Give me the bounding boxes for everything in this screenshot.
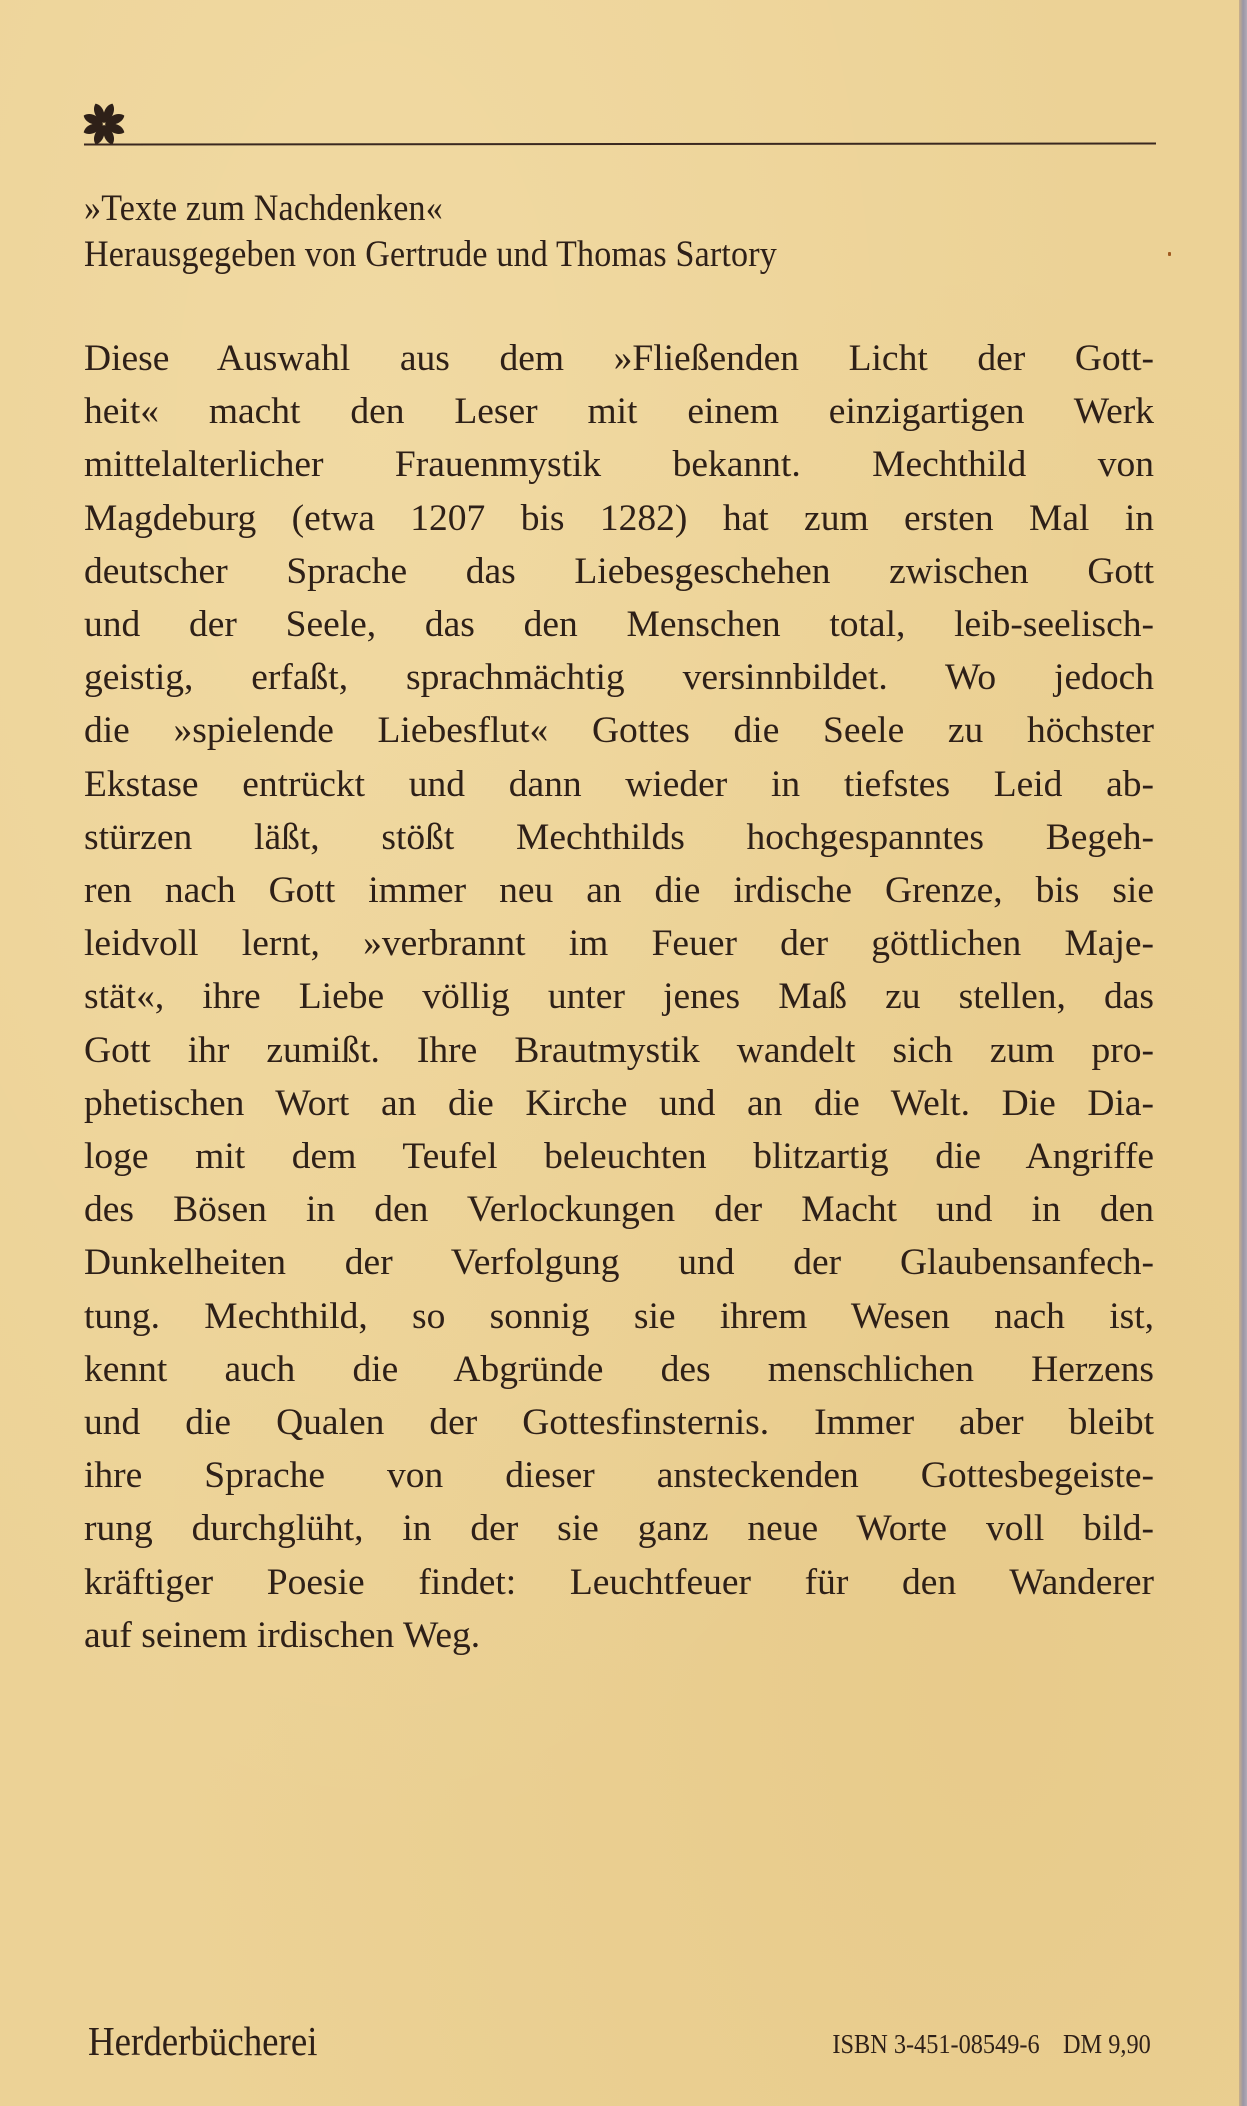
scan-edge xyxy=(1239,0,1247,2106)
blurb-line: Diese Auswahl aus dem »Fließenden Licht der Gott- xyxy=(84,338,1154,379)
publisher-name: Herderbücherei xyxy=(88,2018,318,2064)
blurb-line: Gott ihr zumißt. Ihre Brautmystik wandelt sich zum pro- xyxy=(84,1029,1154,1071)
isbn: ISBN 3-451-08549-6 xyxy=(832,2029,1040,2059)
blurb-line: Magdeburg (etwa 1207 bis 1282) hat zum ersten Mal in xyxy=(84,497,1154,539)
blurb-line: und die Qualen der Gottesfinsternis. Immer aber bleibt xyxy=(84,1402,1154,1444)
blurb-line: kennt auch die Abgründe des menschlichen Herzens xyxy=(84,1348,1154,1390)
blurb-line: kräftiger Poesie findet: Leuchtfeuer für den Wanderer xyxy=(84,1561,1154,1603)
blurb-line: auf seinem irdischen Weg. xyxy=(84,1614,481,1656)
blurb-line: und der Seele, das den Menschen total, leib-seelisch- xyxy=(84,604,1154,646)
blurb-line: deutscher Sprache das Liebesgeschehen zwischen Gott xyxy=(84,550,1154,592)
paper-speck xyxy=(1168,252,1171,256)
blurb-line: des Bösen in den Verlockungen der Macht und in den xyxy=(84,1189,1154,1231)
eight-petal-flower-icon xyxy=(80,100,128,148)
series-header xyxy=(84,186,777,278)
blurb-line: Dunkelheiten der Verfolgung und der Glaubensanfech- xyxy=(84,1242,1154,1284)
blurb-line: geistig, erfaßt, sprachmächtig versinnbildet. Wo jedoch xyxy=(84,657,1154,699)
blurb-line: Ekstase entrückt und dann wieder in tiefstes Leid ab- xyxy=(84,763,1154,805)
blurb-line: ihre Sprache von dieser ansteckenden Gottesbegeiste- xyxy=(84,1455,1154,1497)
blurb-line: stät«, ihre Liebe völlig unter jenes Maß zu stellen, das xyxy=(84,976,1154,1018)
blurb-line: heit« macht den Leser mit einem einzigartigen Werk xyxy=(84,391,1154,433)
blurb-line: leidvoll lernt, »verbrannt im Feuer der göttlichen Maje- xyxy=(84,923,1154,965)
blurb-text xyxy=(84,332,1154,1662)
blurb-line: ren nach Gott immer neu an die irdische Grenze, bis sie xyxy=(84,870,1154,912)
isbn-price xyxy=(833,2024,1151,2064)
blurb-line: loge mit dem Teufel beleuchten blitzartig die Angriffe xyxy=(84,1136,1154,1178)
price: DM 9,90 xyxy=(1063,2029,1151,2059)
series-editors: Herausgegeben von Gertrude und Thomas Sartory xyxy=(84,234,777,275)
blurb-line: stürzen läßt, stößt Mechthilds hochgespanntes Begeh- xyxy=(84,816,1154,858)
series-title: »Texte zum Nachdenken« xyxy=(84,188,443,229)
blurb-line: die »spielende Liebesflut« Gottes die Seele zu höchster xyxy=(84,710,1154,752)
blurb-line: tung. Mechthild, so sonnig sie ihrem Wesen nach ist, xyxy=(84,1295,1154,1337)
blurb-line: rung durchglüht, in der sie ganz neue Worte voll bild- xyxy=(84,1508,1154,1550)
blurb-line: phetischen Wort an die Kirche und an die Welt. Die Dia- xyxy=(84,1082,1154,1124)
blurb-line: mittelalterlicher Frauenmystik bekannt. Mechthild von xyxy=(84,444,1154,486)
